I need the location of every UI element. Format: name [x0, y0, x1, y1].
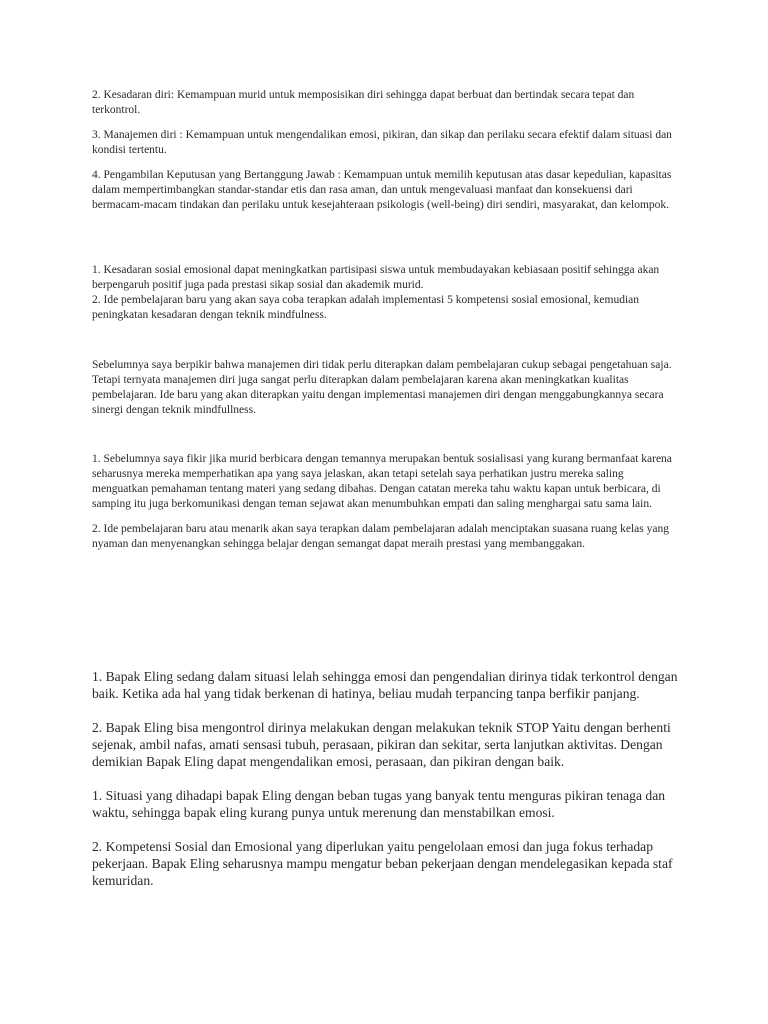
- paragraph-self-management: 3. Manajemen diri : Kemampuan untuk mengendalikan emosi, pikiran, dan sikap dan perilaku secara efektif dalam situasi dan kondisi tertentu.: [92, 129, 672, 156]
- paragraph-eling-situation: 1. Bapak Eling sedang dalam situasi lelah sehingga emosi dan pengendalian dirinya tidak terkontrol dengan baik. Ketika ada hal yang tidak berkenan di hatinya, beliau mudah terpancing tanpa berfikir panjang.: [92, 669, 678, 701]
- section-self-management-reflection: [92, 358, 682, 418]
- paragraph-responsible-decision: 4. Pengambilan Keputusan yang Bertanggung Jawab : Kemampuan untuk memilih keputusan atas dasar kepedulian, kapasitas dalam mempertimbangkan standar-standar etis dan rasa aman, dan untuk mengevaluasi manfaat dan konsekuensi dari bermacam-macam tindakan dan perilaku untuk kesejahteraan psikologis (well-being) diri sendiri, masyarakat, dan kelompok.: [92, 169, 672, 211]
- section-competencies: [92, 88, 682, 213]
- section-student-talk: [92, 452, 682, 552]
- paragraph-student-talk: 1. Sebelumnya saya fikir jika murid berbicara dengan temannya merupakan bentuk sosialisasi yang kurang bermanfaat karena seharusnya mereka memperhatikan apa yang saya jelaskan, akan tetapi setelah saya perhatikan justru mereka saling menguatkan pemahaman tentang materi yang sedang dibahas. Dengan catatan mereka tahu waktu kapan untuk berbicara, di samping itu juga berkomunikasi dengan teman sejawat akan menumbuhkan empati dan saling menghargai satu sama lain.: [92, 453, 672, 510]
- paragraph-reflection: Sebelumnya saya berpikir bahwa manajemen diri tidak perlu diterapkan dalam pembelajaran cukup sebagai pengetahuan saja. Tetapi ternyata manajemen diri juga sangat perlu diterapkan dalam pembelajaran karena akan meningkatkan kualitas pembelajaran. Ide baru yang akan diterapkan yaitu dengan implementasi manajemen diri dengan menggabungkannya secara sinergi dengan teknik mindfullness.: [92, 359, 672, 416]
- paragraph-new-learning-idea: 2. Ide pembelajaran baru yang akan saya coba terapkan adalah implementasi 5 kompetensi sosial emosional, kemudian peningkatan kesadaran dengan teknik mindfulness.: [92, 294, 640, 321]
- paragraph-self-awareness: 2. Kesadaran diri: Kemampuan murid untuk memposisikan diri sehingga dapat berbuat dan bertindak secara tepat dan terkontrol.: [92, 89, 635, 116]
- paragraph-eling-competency: 2. Kompetensi Sosial dan Emosional yang diperlukan yaitu pengelolaan emosi dan juga fokus terhadap pekerjaan. Bapak Eling seharusnya mampu mengatur beban pekerjaan dengan mendelegasikan kepada staf kemuridan.: [92, 839, 673, 888]
- section-bapak-eling: [92, 668, 682, 889]
- section-social-awareness: [92, 263, 682, 323]
- paragraph-eling-stop-technique: 2. Bapak Eling bisa mengontrol dirinya melakukan dengan melakukan teknik STOP Yaitu dengan berhenti sejenak, ambil nafas, amati sensasi tubuh, perasaan, pikiran dan sekitar, serta lanjutkan aktivitas. Dengan demikian Bapak Eling dapat mengendalikan emosi, perasaan, dan pikiran dengan baik.: [92, 720, 671, 769]
- paragraph-eling-workload: 1. Situasi yang dihadapi bapak Eling dengan beban tugas yang banyak tentu menguras pikiran tenaga dan waktu, sehingga bapak eling kurang punya untuk merenung dan menstabilkan emosi.: [92, 788, 666, 820]
- paragraph-classroom-idea: 2. Ide pembelajaran baru atau menarik akan saya terapkan dalam pembelajaran adalah menciptakan suasana ruang kelas yang nyaman dan menyenangkan sehingga belajar dengan semangat dapat meraih prestasi yang membanggakan.: [92, 523, 669, 550]
- paragraph-social-awareness: 1. Kesadaran sosial emosional dapat meningkatkan partisipasi siswa untuk membudayakan kebiasaan positif sehingga akan berpengaruh positif juga pada prestasi sikap sosial dan akademik murid.: [92, 264, 660, 291]
